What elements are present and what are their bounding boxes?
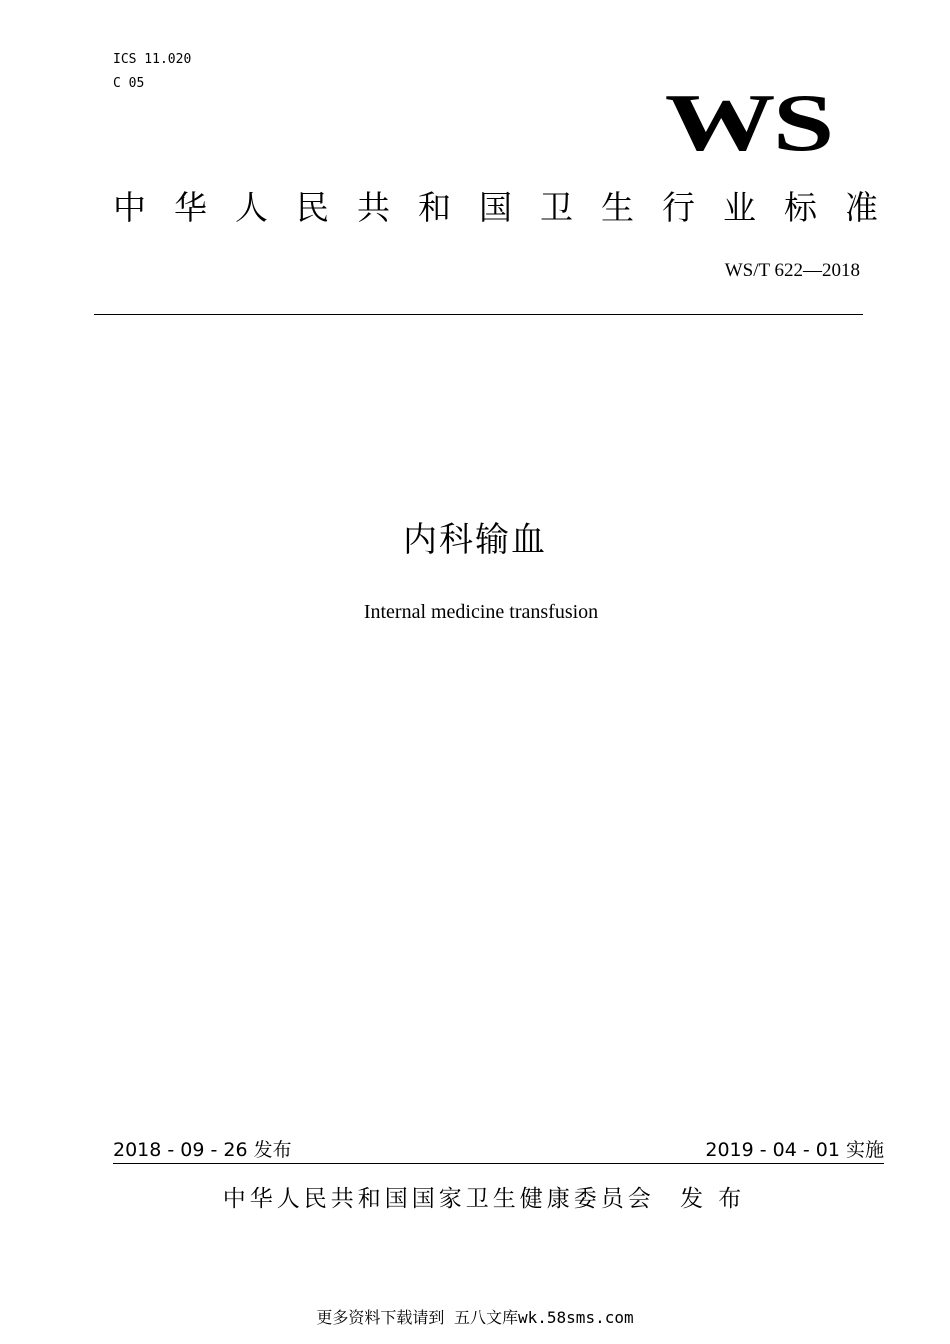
ics-code: ICS 11.020 [113,52,192,67]
ccs-code: C 05 [113,76,145,91]
publisher-name: 中华人民共和国国家卫生健康委员会 [222,1186,655,1212]
document-title: 内科输血 [403,520,547,560]
download-watermark: 更多资料下载请到 五八文库wk.58sms.com [316,1308,634,1327]
standard-code: WS/T 622—2018 [724,260,860,281]
publisher-action: 发 布 [680,1186,746,1212]
standard-title: 中华人民共和国卫生行业标准 [113,188,906,227]
implementation-date: 2019 - 04 - 01 实施 [705,1139,884,1161]
ws-logo: WS [665,77,832,168]
issue-date: 2018 - 09 - 26 发布 [113,1139,292,1161]
classification-block [113,48,191,96]
bottom-divider [113,1163,884,1164]
document-subtitle: Internal medicine transfusion [363,601,599,623]
publisher-line [0,1182,950,1216]
top-divider [94,314,863,315]
